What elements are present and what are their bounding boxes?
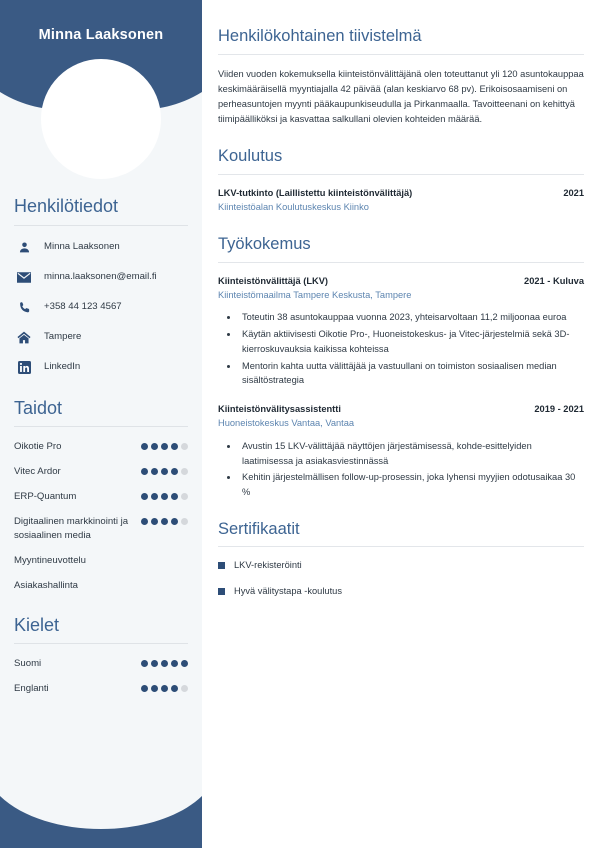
skills-heading: Taidot <box>14 397 63 418</box>
rating-dot <box>141 518 148 525</box>
entry <box>218 403 584 500</box>
rating-dot <box>161 493 168 500</box>
entry <box>218 187 584 215</box>
entry-header <box>218 403 584 416</box>
entry-bullet: • Kehitin järjestelmällisen follow-up-prosessin, joka lyhensi myyjien odotusaikaa 30 % <box>239 470 584 499</box>
rating-dot <box>151 518 158 525</box>
certificates-section <box>218 520 584 599</box>
rating-dot <box>181 468 188 475</box>
skills-divider <box>14 426 188 427</box>
phone-icon <box>14 299 34 316</box>
skill-label: Asiakashallinta <box>14 579 78 591</box>
entry-organization: Huoneistokeskus Vantaa, Vantaa <box>218 417 355 428</box>
certificate-item <box>218 585 584 598</box>
skill-label: Myyntineuvottelu <box>14 554 86 566</box>
contact-email-text: minna.laaksonen@email.fi <box>44 270 157 282</box>
certificates-heading: Sertifikaatit <box>218 519 300 538</box>
languages-divider <box>14 643 188 644</box>
rating-dot <box>161 468 168 475</box>
linkedin-icon <box>14 359 34 376</box>
contact-item-location <box>14 329 188 346</box>
entry-header <box>218 275 584 288</box>
skill-row <box>14 490 188 504</box>
skills-list <box>14 440 188 592</box>
profile-name: Minna Laaksonen <box>38 27 164 43</box>
skill-rating <box>141 515 188 525</box>
summary-divider <box>218 54 584 55</box>
language-row <box>14 657 188 671</box>
contact-linkedin-text: LinkedIn <box>44 360 81 372</box>
contact-item-name <box>14 239 188 256</box>
contact-heading: Henkilötiedot <box>14 196 119 216</box>
sidebar <box>0 0 202 848</box>
rating-dot <box>171 518 178 525</box>
sidebar-content <box>0 0 202 707</box>
rating-dot <box>141 660 148 667</box>
skill-row <box>14 579 188 593</box>
home-icon <box>14 329 34 346</box>
language-label: Suomi <box>14 658 42 670</box>
entry-date: 2021 <box>563 187 584 198</box>
square-bullet-icon <box>218 562 225 569</box>
contact-location-text: Tampere <box>44 330 82 342</box>
languages-section <box>14 615 188 696</box>
skill-row <box>14 554 188 568</box>
entry-bullet-list <box>218 310 584 387</box>
rating-dot <box>181 518 188 525</box>
entry-bullet: • Käytän aktiivisesti Oikotie Pro-, Huoneistokeskus- ja Vitec-järjestelmiä sekä 3D-kierroskuvauksia kaikissa kohteissa <box>239 327 584 356</box>
entry-bullet: • Mentorin kahta uutta välittäjää ja vastuullani on toimiston sosiaalisen median sisältöstrategia <box>239 359 584 388</box>
certificate-label: Hyvä välitystapa -koulutus <box>234 586 342 597</box>
entry-bullet: • Toteutin 38 asuntokauppaa vuonna 2023, yhteisarvoltaan 11,2 miljoonaa euroa <box>239 310 584 325</box>
experience-list <box>218 275 584 500</box>
contact-item-linkedin[interactable] <box>14 359 188 376</box>
rating-dot <box>171 660 178 667</box>
language-rating <box>141 682 188 692</box>
skill-label: ERP-Quantum <box>14 491 77 502</box>
rating-dot <box>141 685 148 692</box>
language-label: Englanti <box>14 683 49 695</box>
entry-date: 2021 - Kuluva <box>524 275 584 286</box>
square-bullet-icon <box>218 588 225 595</box>
rating-dot <box>181 660 188 667</box>
experience-divider <box>218 262 584 263</box>
contact-item-email[interactable] <box>14 269 188 286</box>
entry-header <box>218 187 584 200</box>
summary-section <box>218 27 584 127</box>
education-section <box>218 147 584 215</box>
person-icon <box>14 239 34 256</box>
contact-name-text: Minna Laaksonen <box>44 240 120 252</box>
rating-dot <box>181 443 188 450</box>
skill-rating <box>141 440 188 450</box>
rating-dot <box>181 685 188 692</box>
rating-dot <box>171 493 178 500</box>
contact-divider <box>14 225 188 226</box>
rating-dot <box>151 468 158 475</box>
entry-title: Kiinteistönvälittäjä (LKV) <box>218 275 329 286</box>
rating-dot <box>161 443 168 450</box>
contact-section <box>14 196 188 376</box>
skill-row <box>14 515 188 543</box>
language-rating <box>141 657 188 667</box>
skill-rating <box>141 490 188 500</box>
rating-dot <box>151 660 158 667</box>
languages-heading: Kielet <box>14 614 60 635</box>
envelope-icon <box>14 269 34 286</box>
rating-dot <box>161 685 168 692</box>
main-content <box>202 0 600 848</box>
skills-section <box>14 398 188 593</box>
language-row <box>14 682 188 696</box>
rating-dot <box>181 493 188 500</box>
rating-dot <box>151 685 158 692</box>
entry <box>218 275 584 388</box>
skill-row <box>14 440 188 454</box>
summary-text: Viiden vuoden kokemuksella kiinteistönvälittäjänä olen toteuttanut yli 120 asuntokauppaa keskimääräisellä myyntiajalla 42 päivää (alan keskiarvo 68 pv). Erikoisosaamiseni on perheasuntojen myynti pääkaupunkiseudulla ja Pirkanmaalla. Tavoitteenani on kehittyä tiimipäälliköksi ja kasvattaa salkullani olevien kohteiden määrää. <box>218 68 584 124</box>
education-divider <box>218 174 584 175</box>
entry-bullet-list <box>218 439 584 500</box>
skill-row <box>14 465 188 479</box>
experience-section <box>218 235 584 500</box>
footer-wave-decoration <box>0 740 202 848</box>
entry-title: LKV-tutkinto (Laillistettu kiinteistönvälittäjä) <box>218 187 413 198</box>
rating-dot <box>141 468 148 475</box>
entry-organization: Kiinteistöalan Koulutuskeskus Kiinko <box>218 201 369 212</box>
certificate-item <box>218 559 584 572</box>
contact-item-phone[interactable] <box>14 299 188 316</box>
education-heading: Koulutus <box>218 146 283 165</box>
rating-dot <box>151 493 158 500</box>
skill-label: Digitaalinen markkinointi ja sosiaalinen media <box>14 515 129 541</box>
skill-label: Vitec Ardor <box>14 466 61 478</box>
experience-heading: Työkokemus <box>218 234 311 253</box>
entry-bullet: • Avustin 15 LKV-välittäjää näyttöjen järjestämisessä, kohde-esittelyiden laatimisessa ja asiakasviestinnässä <box>239 439 584 468</box>
skill-rating <box>141 465 188 475</box>
entry-date: 2019 - 2021 <box>534 403 584 414</box>
certificate-label: LKV-rekisteröinti <box>234 560 302 571</box>
rating-dot <box>141 493 148 500</box>
summary-heading: Henkilökohtainen tiivistelmä <box>218 27 422 45</box>
rating-dot <box>171 685 178 692</box>
certificates-divider <box>218 546 584 547</box>
languages-list <box>14 657 188 696</box>
skill-label: Oikotie Pro <box>14 441 62 453</box>
education-list <box>218 187 584 215</box>
rating-dot <box>161 518 168 525</box>
rating-dot <box>161 660 168 667</box>
certificates-list <box>218 559 584 598</box>
rating-dot <box>171 443 178 450</box>
entry-organization: Kiinteistömaailma Tampere Keskusta, Tampere <box>218 289 412 300</box>
rating-dot <box>141 443 148 450</box>
rating-dot <box>171 468 178 475</box>
contact-phone-text: +358 44 123 4567 <box>44 300 122 312</box>
rating-dot <box>151 443 158 450</box>
entry-title: Kiinteistönvälitysassistentti <box>218 403 341 414</box>
